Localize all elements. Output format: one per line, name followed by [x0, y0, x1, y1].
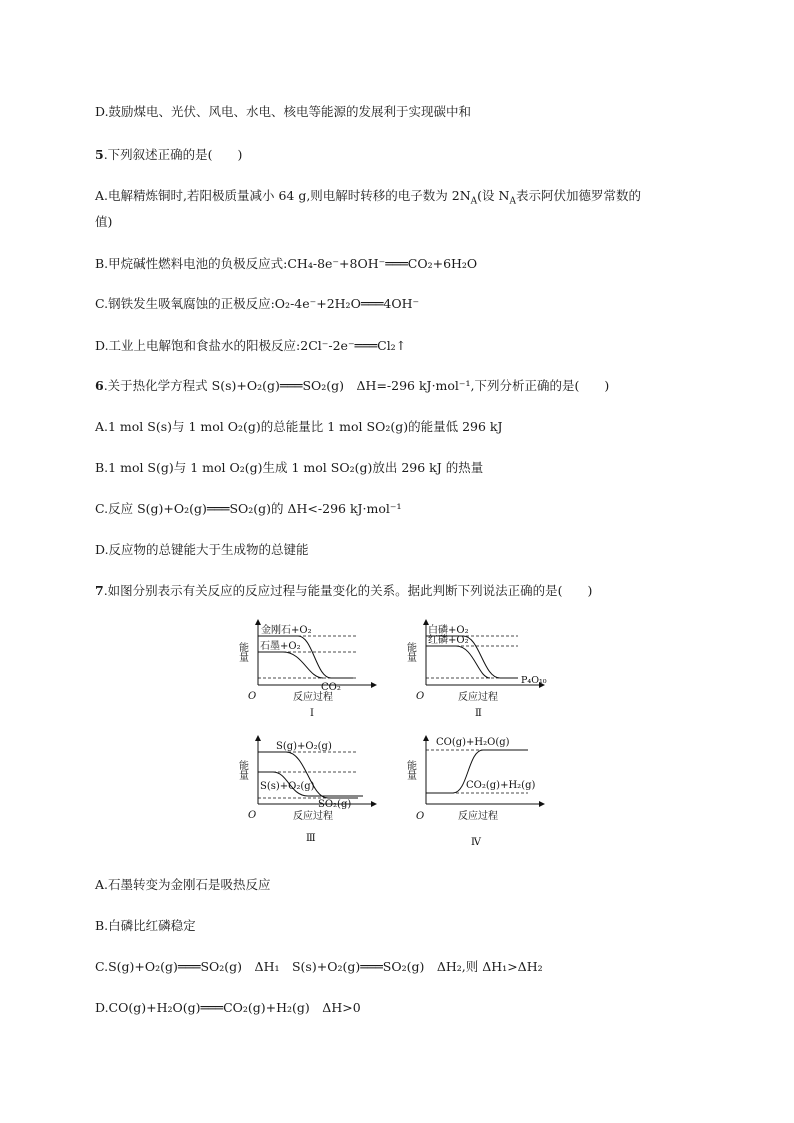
f3-roman: Ⅲ — [306, 833, 316, 844]
q7-number: 7 — [95, 583, 104, 598]
f2-top-label: 白磷+O₂ — [428, 625, 469, 636]
f4-origin: O — [416, 811, 425, 822]
f2-x-axis-label: 反应过程 — [458, 692, 498, 703]
q4-option-d: D.鼓励煤电、光伏、风电、水电、核电等能源的发展利于实现碳中和 — [95, 104, 472, 119]
q7-option-a: A.石墨转变为金刚石是吸热反应 — [95, 877, 271, 892]
f3-x-axis-label: 反应过程 — [293, 811, 333, 822]
f3-top-label: S(g)+O₂(g) — [276, 741, 332, 752]
f4-bottom-label: CO₂(g)+H₂(g) — [466, 780, 536, 791]
q6-stem — [95, 376, 609, 394]
q5-option-d: D.工业上电解饱和食盐水的阳极反应:2Cl⁻-2e⁻═══Cl₂↑ — [95, 338, 407, 353]
f1-roman: Ⅰ — [310, 708, 314, 719]
f4-top-label: CO(g)+H₂O(g) — [436, 737, 510, 748]
f1-x-axis-label: 反应过程 — [293, 692, 333, 703]
energy-diagrams — [228, 612, 588, 852]
q6-option-c: C.反应 S(g)+O₂(g)═══SO₂(g)的 ΔH<-296 kJ·mol⁻¹ — [95, 501, 402, 516]
q5-option-a-cont: 值) — [95, 214, 113, 229]
f1-mid-label: 石墨+O₂ — [260, 641, 301, 652]
f2-bottom-label: P₄O₁₀ — [521, 675, 547, 686]
q7-option-d: D.CO(g)+H₂O(g)═══CO₂(g)+H₂(g) ΔH>0 — [95, 1000, 361, 1015]
figure-4 — [405, 736, 545, 848]
q6-number: 6 — [95, 378, 104, 393]
energy-diagrams-svg — [228, 612, 588, 852]
q5-a-sub: A — [470, 196, 478, 207]
q7-text: .如图分别表示有关反应的反应过程与能量变化的关系。据此判断下列说法正确的是( ) — [103, 583, 593, 598]
q6-option-d: D.反应物的总键能大于生成物的总键能 — [95, 542, 309, 557]
f3-mid-label: S(s)+O₂(g) — [260, 781, 315, 792]
figure-1 — [237, 620, 377, 719]
q5-text: .下列叙述正确的是( ) — [103, 147, 243, 162]
f3-bottom-label: SO₂(g) — [318, 799, 352, 810]
f2-mid-label: 红磷+O₂ — [428, 635, 469, 646]
f1-origin: O — [248, 691, 257, 702]
q5-number: 5 — [95, 147, 104, 162]
q6-option-a: A.1 mol S(s)与 1 mol O₂(g)的总能量比 1 mol SO₂(g)的能量低 296 kJ — [95, 419, 503, 434]
f3-origin: O — [248, 810, 257, 821]
f4-y-axis-label: 能量 — [404, 760, 416, 780]
figure-2 — [405, 620, 547, 719]
f1-y-axis-label: 能量 — [236, 642, 248, 662]
f4-x-axis-label: 反应过程 — [458, 811, 498, 822]
f3-y-axis-label: 能量 — [236, 760, 248, 780]
q7-option-b: B.白磷比红磷稳定 — [95, 918, 196, 933]
q5-option-c: C.钢铁发生吸氧腐蚀的正极反应:O₂-4e⁻+2H₂O═══4OH⁻ — [95, 296, 420, 311]
f2-origin: O — [416, 691, 425, 702]
q5-a-text: A.电解精炼铜时,若阳极质量减小 64 g,则电解时转移的电子数为 2N — [95, 188, 471, 203]
f4-roman: Ⅳ — [471, 837, 481, 848]
figure-3 — [237, 736, 377, 844]
q5-option-a — [95, 186, 641, 207]
q7-option-c: C.S(g)+O₂(g)═══SO₂(g) ΔH₁ S(s)+O₂(g)═══SO₂(g) ΔH₂,则 ΔH₁>ΔH₂ — [95, 959, 543, 974]
q5-option-b: B.甲烷碱性燃料电池的负极反应式:CH₄-8e⁻+8OH⁻═══CO₂+6H₂O — [95, 256, 478, 271]
q5-stem — [95, 145, 242, 163]
q5-a-text3: 表示阿伏加德罗常数的 — [515, 188, 641, 203]
q5-a-text2: (设 N — [477, 188, 510, 203]
f2-roman: Ⅱ — [475, 708, 482, 719]
q6-option-b: B.1 mol S(g)与 1 mol O₂(g)生成 1 mol SO₂(g)放出 296 kJ 的热量 — [95, 460, 484, 475]
f2-y-axis-label: 能量 — [404, 642, 416, 662]
q5-a-sub2: A — [509, 196, 516, 207]
f1-top-label: 金刚石+O₂ — [261, 625, 312, 636]
q6-text: .关于热化学方程式 S(s)+O₂(g)═══SO₂(g) ΔH=-296 kJ·mol⁻¹,下列分析正确的是( ) — [103, 378, 610, 393]
q7-stem — [95, 581, 592, 599]
f1-bottom-label: CO₂ — [321, 682, 341, 693]
